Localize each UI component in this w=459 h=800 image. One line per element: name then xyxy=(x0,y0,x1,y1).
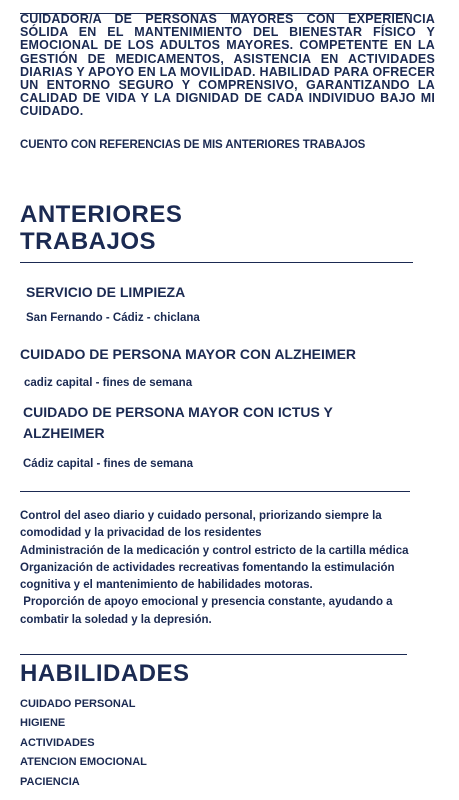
duty-item: Control del aseo diario y cuidado personal, priorizando siempre la comodidad y la privacidad de los residentes xyxy=(20,510,382,540)
duties-list xyxy=(20,508,440,629)
duty-item: Organización de actividades recreativas fomentando la estimulación cognitiva y el mantenimiento de habilidades motoras. xyxy=(20,561,395,592)
jobs-divider xyxy=(20,262,413,263)
duty-item: Administración de la medicación y control estricto de la cartilla médica xyxy=(20,544,409,557)
skill-item: PACIENCIA xyxy=(20,775,80,788)
job-title-line1: CUIDADO DE PERSONA MAYOR CON ICTUS Y xyxy=(23,404,333,420)
profile-summary: CUIDADOR/A DE PERSONAS MAYORES CON EXPERIENCIA SÓLIDA EN EL MANTENIMIENTO DEL BIENESTAR FÍSICO Y EMOCIONAL DE LOS ADULTOS MAYORES. COMPETENTE EN LA GESTIÓN DE MEDICAMENTOS, ASISTENCIA EN ACTIVIDADES DIARIAS Y APOYO EN LA MOVILIDAD. HABILIDAD PARA OFRECER UN ENTORNO SEGURO Y COMPRENSIVO, GARANTIZANDO LA CALIDAD DE VIDA Y LA DIGNIDAD DE CADA INDIVIDUO BAJO MI CUIDADO. xyxy=(20,12,435,119)
job-item xyxy=(23,402,333,444)
skill-item: CUIDADO PERSONAL xyxy=(20,698,136,710)
job-title-line2: ALZHEIMER xyxy=(23,425,105,441)
job-title: CUIDADO DE PERSONA MAYOR CON ALZHEIMER xyxy=(20,346,357,362)
skills-divider xyxy=(20,654,407,655)
duties-divider xyxy=(20,491,410,492)
duty-item: Proporción de apoyo emocional y presencia constante, ayudando a combatir la soledad y la depresión. xyxy=(20,596,396,626)
jobs-heading-line2: TRABAJOS xyxy=(20,228,157,255)
jobs-heading-line1: ANTERIORES xyxy=(20,201,183,228)
job-detail: cadiz capital - fines de semana xyxy=(24,377,193,389)
skills-list xyxy=(20,695,147,792)
skill-item: HIGIENE xyxy=(20,717,66,730)
job-item xyxy=(26,282,185,303)
jobs-heading xyxy=(20,201,182,255)
job-detail: Cádiz capital - fines de semana xyxy=(23,458,194,470)
references-note: CUENTO CON REFERENCIAS DE MIS ANTERIORES TRABAJOS xyxy=(20,139,366,151)
skill-item: ATENCION EMOCIONAL xyxy=(20,756,147,769)
skills-heading: HABILIDADES xyxy=(20,660,190,687)
job-detail: San Fernando - Cádiz - chiclana xyxy=(26,312,200,324)
job-title: SERVICIO DE LIMPIEZA xyxy=(26,284,186,300)
skill-item: ACTIVIDADES xyxy=(20,736,95,749)
